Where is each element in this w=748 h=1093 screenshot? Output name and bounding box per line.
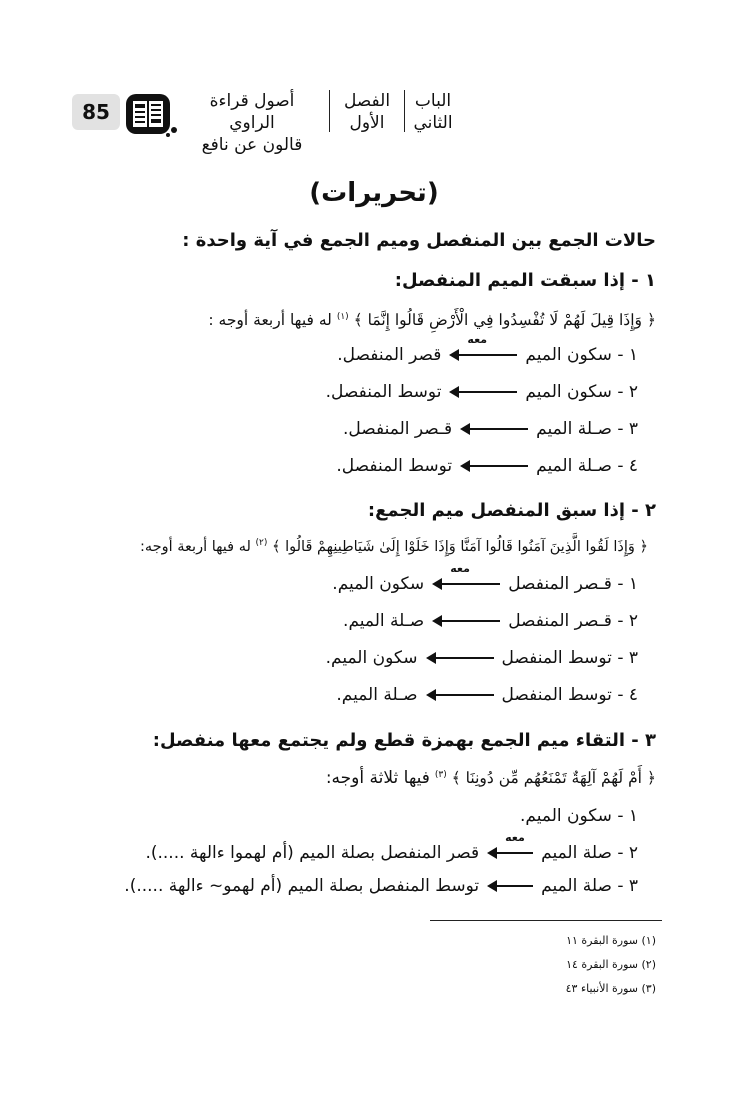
section1-row: ١ - سكون الميم معه قصر المنفصل. — [337, 333, 638, 365]
footnote: (٢) سورة البقرة ١٤ — [566, 958, 656, 971]
footnote-ref: (٣) — [434, 769, 447, 780]
page-title: (تحريرات) — [309, 178, 439, 208]
section3-row: ١ - سكون الميم. — [520, 806, 638, 826]
section2-row: ٢ - قـصر المنفصل صـلة الميم. — [343, 611, 638, 631]
section1-heading: ١ - إذا سبقت الميم المنفصل: — [394, 270, 656, 291]
header-divider — [329, 90, 330, 132]
quran-verse: ﴿ أَمْ لَهُمْ آلِهَةٌ تَمْنَعُهُم مِّن دُونِنَا ﴾ — [451, 769, 656, 787]
footnote-ref: (١) — [336, 311, 349, 322]
arrow-icon: معه — [449, 349, 517, 361]
verse-tail: له فيها أربعة أوجه : — [208, 311, 332, 329]
arrow-icon — [449, 386, 517, 398]
arrow-icon — [487, 880, 533, 892]
arrow-icon: معه — [487, 847, 533, 859]
arrow-icon — [426, 689, 494, 701]
section2-row: ٣ - توسط المنفصل سكون الميم. — [325, 648, 638, 668]
arrow-icon — [460, 423, 528, 435]
header-book-title: أصول قراءة الراوي قالون عن نافع — [201, 91, 303, 155]
quran-verse: ﴿ وَإِذَا لَقُوا الَّذِينَ آمَنُوا قَالُوا آمَنَّا وَإِذَا خَلَوْا إِلَىٰ شَيَاطِينِهِمْ قَالُوا ﴾ — [272, 538, 648, 555]
section1-row: ٤ - صـلة الميم توسط المنفصل. — [336, 456, 638, 476]
arrow-icon — [426, 652, 494, 664]
section2-row: ١ - قـصر المنفصل معه سكون الميم. — [332, 562, 638, 594]
intro-heading: حالات الجمع بين المنفصل وميم الجمع في آية واحدة : — [182, 230, 656, 251]
section1-row: ٢ - سكون الميم توسط المنفصل. — [325, 382, 638, 402]
footnote: (٣) سورة الأنبياء ٤٣ — [565, 982, 656, 995]
section3-verse — [326, 768, 656, 788]
section3-row: ٢ - صلة الميم معه قصر المنفصل بصلة الميم (أم لهموا ءالهة .....). — [145, 831, 638, 863]
section2-verse — [140, 538, 648, 555]
quran-verse: ﴿ وَإِذَا قِيلَ لَهُمْ لَا تُفْسِدُوا فِي الْأَرْضِ قَالُوا إِنَّمَا ﴾ — [353, 311, 656, 329]
footnote-divider — [430, 920, 662, 921]
header-section: الباب الثاني — [413, 91, 453, 133]
page-number: 85 — [72, 94, 120, 130]
section2-heading: ٢ - إذا سبق المنفصل ميم الجمع: — [367, 500, 656, 521]
section1-verse — [208, 311, 656, 329]
footnote-ref: (٢) — [255, 538, 268, 548]
section3-heading: ٣ - التقاء ميم الجمع بهمزة قطع ولم يجتمع معها منفصل: — [152, 730, 656, 751]
arrow-icon — [432, 615, 500, 627]
book-icon — [124, 92, 178, 138]
section3-row: ٣ - صلة الميم توسط المنفصل بصلة الميم (أم لهمو~ ءالهة .....). — [124, 876, 638, 896]
section1-row: ٣ - صـلة الميم قـصر المنفصل. — [343, 419, 638, 439]
arrow-icon — [460, 460, 528, 472]
verse-tail: فيها ثلاثة أوجه: — [325, 768, 430, 788]
arrow-icon: معه — [432, 578, 500, 590]
section2-row: ٤ - توسط المنفصل صـلة الميم. — [336, 685, 638, 705]
verse-tail: له فيها أربعة أوجه: — [140, 538, 251, 555]
header-divider — [404, 90, 405, 132]
footnote: (١) سورة البقرة ١١ — [566, 934, 656, 947]
header-chapter: الفصل الأول — [343, 91, 391, 133]
